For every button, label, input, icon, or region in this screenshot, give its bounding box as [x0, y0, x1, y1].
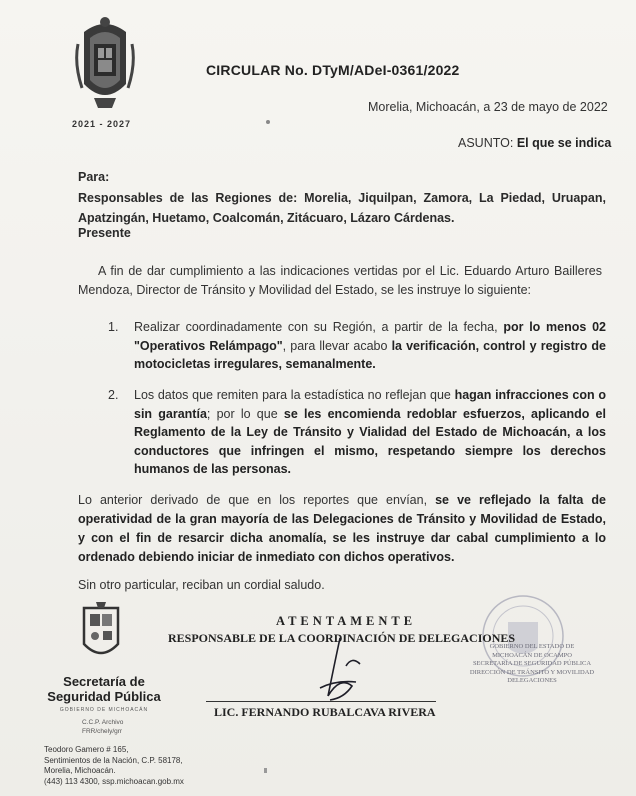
instruction-item-1: [108, 318, 606, 374]
signer-name: LIC. FERNANDO RUBALCAVA RIVERA: [214, 705, 436, 719]
signer-title: RESPONSABLE DE LA COORDINACIÓN DE DELEGACIONES: [168, 631, 516, 645]
item-number: 2.: [108, 388, 119, 402]
speck: [266, 120, 270, 124]
asunto-value: El que se indica: [516, 136, 612, 150]
official-stamp: GOBIERNO DEL ESTADO DE MICHOACÁN DE OCAMPO SECRETARÍA DE SEGURIDAD PÚBLICA DIRECCIÓN DE TRÁNSITO Y MOVILIDAD DELEGACIONES: [469, 643, 595, 684]
michoacan-crest-logo: [74, 14, 136, 110]
closing-paragraph: Lo anterior derivado de que en los reportes que envían, se ve reflejado la falta de operatividad de la gran mayoría de las Delegaciones de Tránsito y Movilidad de Estado, y con el fin de resarcir dicha anomalía, se les instruye dar cabal cumplimiento a lo ordenado debiendo iniciar de inmediato con dichos operativos.: [78, 493, 606, 564]
item-text: Los datos que remiten para la estadística no reflejan que hagan infracciones con o sin garantía; por lo que se les encomienda redoblar esfuerzos, aplicando el Reglamento de la Ley de Tránsito y Vialidad del Estado de Michoacán, a los conductores que infringen el mismo, respetando siempre los derechos humanos de las personas.: [134, 388, 606, 476]
circular-number: CIRCULAR No. DTyM/ADeI-0361/2022: [206, 62, 460, 78]
ssp-name: Secretaría de Seguridad Pública: [47, 674, 161, 704]
date-line: Morelia, Michoacán, a 23 de mayo de 2022: [368, 100, 608, 114]
ccp-block: C.C.P. Archivo FRR/chely/grr: [82, 719, 124, 735]
asunto-line: [458, 136, 611, 150]
administration-years: 2021 - 2027: [72, 119, 132, 129]
item-number: 1.: [108, 320, 119, 334]
recipients: Responsables de las Regiones de: Morelia, Jiquilpan, Zamora, La Piedad, Uruapan, Apatzingán, Huetamo, Coalcomán, Zitácuaro, Lázaro Cárdenas.: [78, 191, 606, 225]
presente: Presente: [78, 226, 131, 240]
ssp-shield-logo: [80, 600, 122, 666]
address-block: Teodoro Gamero # 165, Sentimientos de la Nación, C.P. 58178, Morelia, Michoacán. (443) 113 4300, ssp.michoacan.gob.mx: [44, 745, 184, 786]
gobierno-caption: GOBIERNO DE MICHOACÁN: [59, 707, 149, 713]
speck: [264, 768, 267, 773]
atentamente: ATENTAMENTE: [276, 614, 417, 628]
greeting: Sin otro particular, reciban un cordial saludo.: [78, 578, 325, 592]
para-label: Para:: [78, 170, 110, 184]
instruction-item-2: [108, 386, 606, 479]
asunto-label: ASUNTO:: [458, 136, 514, 150]
intro-paragraph: A fin de dar cumplimiento a las indicaciones vertidas por el Lic. Eduardo Arturo Bailleres Mendoza, Director de Tránsito y Movilidad del Estado, se les instruye lo siguiente:: [78, 264, 602, 297]
item-text: Realizar coordinadamente con su Región, a partir de la fecha, por lo menos 02 "Operativos Relámpago", para llevar acabo la verificación, control y registro de motocicletas irregulares, semanalmente.: [134, 320, 606, 371]
handwritten-signature: [300, 636, 380, 706]
signature-line: [206, 701, 436, 702]
